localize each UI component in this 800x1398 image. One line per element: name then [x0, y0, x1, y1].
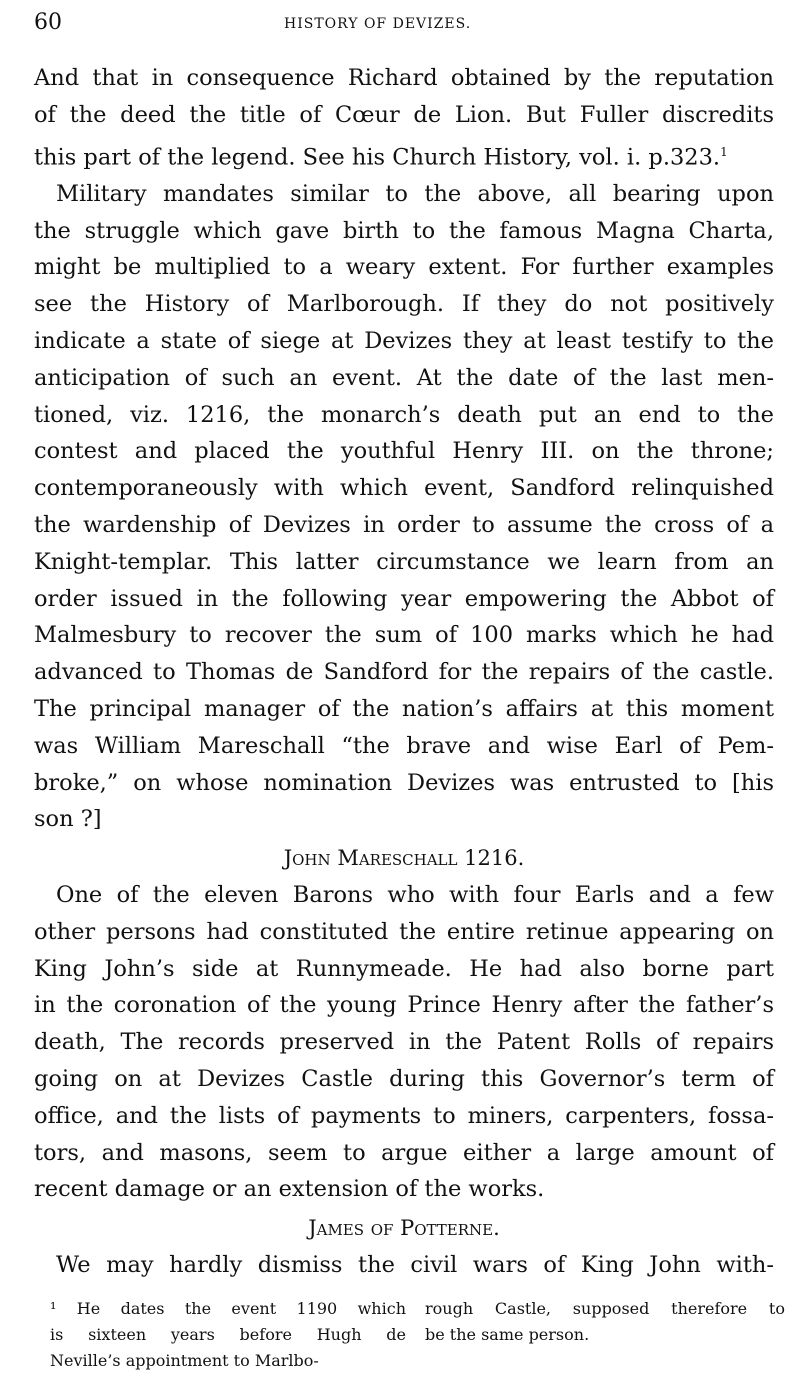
footnote-line: rough Castle, supposed therefore to	[425, 1299, 785, 1318]
footnote-column-2	[425, 1296, 785, 1348]
text-line: tioned, viz. 1216, the monarch’s death put an end to the	[34, 401, 774, 428]
footnote-line: be the same person.	[425, 1325, 590, 1344]
text-line	[34, 134, 774, 176]
section-heading: John Mareschall 1216.	[283, 846, 525, 871]
text-line: the wardenship of Devizes in order to assume the cross of a	[34, 512, 774, 539]
text-line: anticipation of such an event. At the date of the last men-	[34, 364, 774, 391]
text-line: might be multiplied to a weary extent. For further examples	[34, 254, 774, 281]
text-line: broke,” on whose nomination Devizes was entrusted to [his	[34, 769, 774, 796]
paragraph-4	[34, 1247, 774, 1284]
text-line: in the coronation of the young Prince Henry after the father’s	[34, 992, 774, 1019]
text-line: indicate a state of siege at Devizes they at least testify to the	[34, 328, 774, 355]
text-line: King John’s side at Runnymeade. He had also borne part	[34, 955, 774, 982]
text-line: son ?]	[34, 806, 102, 833]
text-line: contest and placed the youthful Henry III. on the throne;	[34, 438, 774, 465]
text-line: the struggle which gave birth to the famous Magna Charta,	[34, 217, 774, 244]
paragraph-3	[34, 877, 774, 914]
page-header	[34, 10, 780, 40]
text-line: tors, and masons, seem to argue either a large amount of	[34, 1139, 774, 1166]
text-line: was William Mareschall “the brave and wise Earl of Pem-	[34, 732, 774, 759]
text-line-content: this part of the legend. See his Church History, vol. i. p.323.	[34, 144, 721, 171]
text-line: The principal manager of the nation’s affairs at this moment	[34, 696, 774, 723]
section-heading: James of Potterne.	[308, 1216, 500, 1241]
text-line: Knight-templar. This latter circumstance we learn from an	[34, 548, 774, 575]
footnote-column-1	[50, 1296, 406, 1374]
footnote-line: Neville’s appointment to Marlbo-	[50, 1351, 319, 1370]
text-line: And that in consequence Richard obtained by the reputation	[34, 65, 774, 91]
paragraph-2-continued	[34, 213, 774, 839]
text-line: We may hardly dismiss the civil wars of King John with-	[56, 1252, 774, 1278]
footnote-line: ¹ He dates the event 1190 which	[50, 1299, 406, 1318]
running-title: HISTORY OF DEVIZES.	[284, 16, 472, 32]
text-line: One of the eleven Barons who with four Earls and a few	[56, 882, 774, 909]
footnote-line: is sixteen years before Hugh de	[50, 1325, 406, 1344]
text-line: Military mandates similar to the above, all bearing upon	[56, 180, 774, 207]
text-line: death, The records preserved in the Patent Rolls of repairs	[34, 1029, 774, 1056]
text-line: going on at Devizes Castle during this Governor’s term of	[34, 1066, 774, 1093]
page-body	[34, 60, 774, 1284]
text-line: see the History of Marlborough. If they do not positively	[34, 291, 774, 318]
text-line: of the deed the title of Cœur de Lion. But Fuller discredits	[34, 101, 774, 128]
text-line: Malmesbury to recover the sum of 100 marks which he had	[34, 622, 774, 649]
text-line: contemporaneously with which event, Sandford relinquished	[34, 475, 774, 502]
paragraph-3-continued	[34, 914, 774, 1208]
footnote-marker: 1	[720, 144, 728, 159]
text-line: order issued in the following year empowering the Abbot of	[34, 585, 774, 612]
text-line: office, and the lists of payments to miners, carpenters, fossa-	[34, 1102, 774, 1129]
paragraph-1	[34, 60, 774, 176]
text-line: advanced to Thomas de Sandford for the repairs of the castle.	[34, 659, 774, 686]
text-line: other persons had constituted the entire retinue appearing on	[34, 918, 774, 945]
text-line: recent damage or an extension of the works.	[34, 1176, 545, 1203]
paragraph-2	[34, 176, 774, 213]
page-number: 60	[34, 10, 62, 35]
